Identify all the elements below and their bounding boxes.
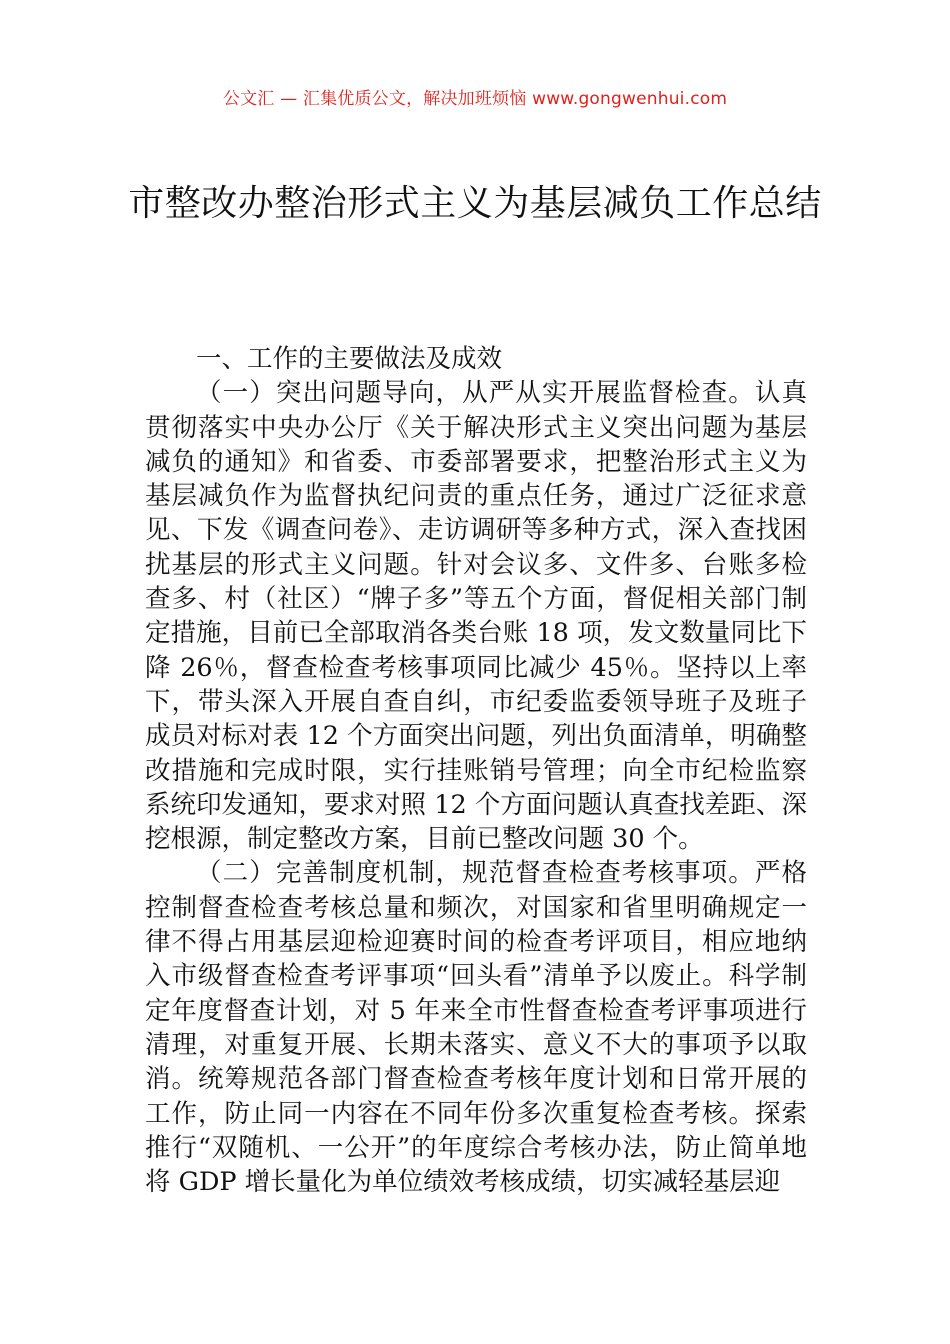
document-body (145, 342, 807, 1199)
header-banner[interactable]: 公文汇 — 汇集优质公文，解决加班烦恼 www.gongwenhui.com (222, 89, 728, 109)
paragraph-2: （二）完善制度机制，规范督查检查考核事项。严格控制督查检查考核总量和频次，对国家和省里明确规定一律不得占用基层迎检迎赛时间的检查考评项目，相应地纳入市级督查检查考评事项“回头看”清单予以废止。科学制定年度督查计划，对 5 年来全市性督查检查考评事项进行清理，对重复开展、长期未落实、意义不大的事项予以取消。统筹规范各部门督查检查考核年度计划和日常开展的工作，防止同一内容在不同年份多次重复检查考核。探索推行“双随机、一公开”的年度综合考核办法，防止简单地将 GDP 增长量化为单位绩效考核成绩，切实减轻基层迎 (145, 858, 807, 1198)
section-heading: 一、工作的主要做法及成效 (196, 344, 503, 374)
paragraph-1: （一）突出问题导向，从严从实开展监督检查。认真贯彻落实中央办公厅《关于解决形式主义突出问题为基层减负的通知》和省委、市委部署要求，把整治形式主义为基层减负作为监督执纪问责的重点任务，通过广泛征求意见、下发《调查问卷》、走访调研等多种方式，深入查找困扰基层的形式主义问题。针对会议多、文件多、台账多检查多、村（社区）“牌子多”等五个方面，督促相关部门制定措施，目前已全部取消各类台账 18 项，发文数量同比下降 26％，督查检查考核事项同比减少 45％。坚持以上率下，带头深入开展自查自纠，市纪委监委领导班子及班子成员对标对表 12 个方面突出问题，列出负面清单，明确整改措施和完成时限，实行挂账销号管理；向全市纪检监察系统印发通知，要求对照 12 个方面问题认真查找差距、深挖根源，制定整改方案，目前已整改问题 30 个。 (145, 378, 807, 855)
document-title: 市整改办整治形式主义为基层减负工作总结 (128, 183, 822, 224)
